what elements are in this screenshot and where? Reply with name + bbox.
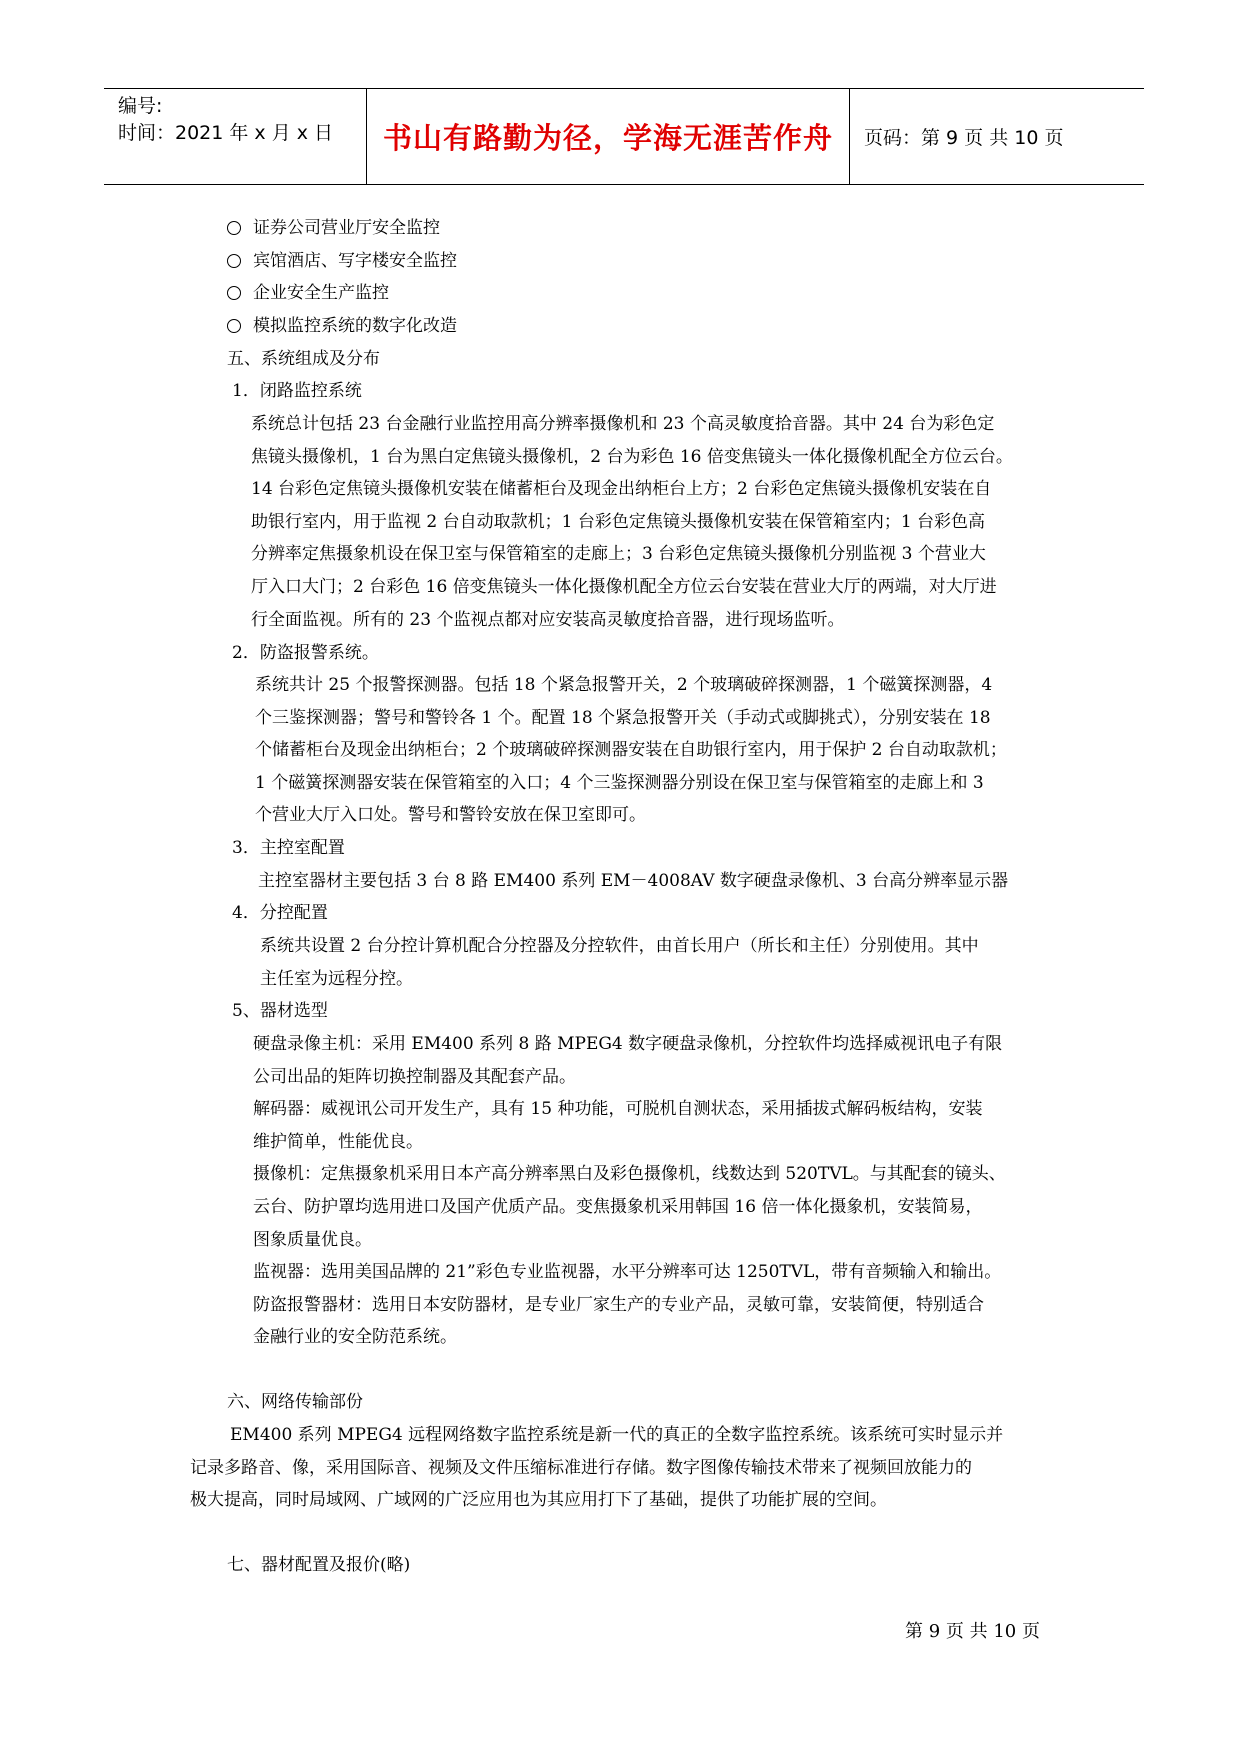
list-item: 模拟监控系统的数字化改造	[227, 310, 457, 343]
paragraph: 主控室器材主要包括 3 台 8 路 EM400 系列 EM－4008AV 数字硬盘录像机、3 台高分辨率显示器	[258, 871, 1009, 891]
circle-bullet-icon	[227, 286, 241, 300]
header-divider	[849, 89, 850, 184]
list-item: 企业安全生产监控	[227, 277, 457, 310]
page-header	[104, 88, 1144, 185]
serial-label: 编号:	[118, 95, 163, 117]
time-label: 时间：2021 年 x 月 x 日	[118, 122, 334, 144]
bullet-list	[227, 212, 457, 342]
circle-bullet-icon	[227, 254, 241, 268]
header-page-label: 页码：第 9 页 共 10 页	[864, 127, 1064, 149]
paragraph: 硬盘录像主机：采用 EM400 系列 8 路 MPEG4 数字硬盘录像机，分控软件均选择威视讯电子有限 公司出品的矩阵切换控制器及其配套产品。 解码器：威视讯公司开发生产，具有 15 种功能，可脱机自测状态，采用插拔式解码板结构，安装 维护简单，性能优良。 摄像机：定焦摄象机采用日本产高分辨率黑白及彩色摄像机，线数达到 520TVL。与其配套的镜头、 云台、防护罩均选用进口及国产优质产品。变焦摄象机采用韩国 16 倍一体化摄象机，安装简易， 图象质量优良。 监视器：选用美国品牌的 21”彩色专业监视器，水平分辨率可达 1250TVL，带有音频输入和输出。 防盗报警器材：选用日本安防器材，是专业厂家生产的专业产品，灵敏可靠，安装简便，特别适合 金融行业的安全防范系统。	[253, 1034, 1006, 1348]
paragraph: 系统总计包括 23 台金融行业监控用高分辨率摄像机和 23 个高灵敏度拾音器。其中 24 台为彩色定 焦镜头摄像机，1 台为黑白定焦镜头摄像机，2 台为彩色 16 倍变焦镜头一体化摄像机配全方位云台。 14 台彩色定焦镜头摄像机安装在储蓄柜台及现金出纳柜台上方；2 台彩色定焦镜头摄像机安装在自 助银行室内，用于监视 2 台自动取款机；1 台彩色定焦镜头摄像机安装在保管箱室内；1 台彩色高 分辨率定焦摄象机设在保卫室与保管箱室的走廊上；3 台彩色定焦镜头摄像机分别监视 3 个营业大 厅入口大门；2 台彩色 16 倍变焦镜头一体化摄像机配全方位云台安装在营业大厅的两端，对大厅进 行全面监视。所有的 23 个监视点都对应安装高灵敏度拾音器，进行现场监听。	[251, 414, 1013, 630]
subsection-heading: 3．主控室配置	[232, 838, 345, 858]
page-footer: 第 9 页 共 10 页	[905, 1621, 1040, 1642]
subsection-heading: 4．分控配置	[232, 903, 328, 923]
section-heading: 六、网络传输部份	[227, 1392, 363, 1412]
paragraph: 系统共设置 2 台分控计算机配合分控器及分控软件，由首长用户（所长和主任）分别使用。其中 主任室为远程分控。	[260, 936, 979, 989]
paragraph: EM400 系列 MPEG4 远程网络数字监控系统是新一代的真正的全数字监控系统。该系统可实时显示并 记录多路音、像，采用国际音、视频及文件压缩标准进行存储。数字图像传输技术带来了视频回放能力的 极大提高，同时局域网、广域网的广泛应用也为其应用打下了基础，提供了功能扩展的空间。	[190, 1425, 1004, 1511]
circle-bullet-icon	[227, 221, 241, 235]
subsection-heading: 2．防盗报警系统。	[232, 643, 379, 663]
circle-bullet-icon	[227, 319, 241, 333]
section-heading: 七、器材配置及报价(略)	[227, 1555, 411, 1575]
header-motto: 书山有路勤为径，学海无涯苦作舟	[382, 121, 833, 155]
header-divider	[366, 89, 367, 184]
paragraph: 系统共计 25 个报警探测器。包括 18 个紧急报警开关，2 个玻璃破碎探测器，1 个磁簧探测器，4 个三鉴探测器；警号和警铃各 1 个。配置 18 个紧急报警开关（手动式或脚挑式），分别安装在 18 个储蓄柜台及现金出纳柜台；2 个玻璃破碎探测器安装在自助银行室内，用于保护 2 台自动取款机； 1 个磁簧探测器安装在保管箱室的入口；4 个三鉴探测器分别设在保卫室与保管箱室的走廊上和 3 个营业大厅入口处。警号和警铃安放在保卫室即可。	[255, 675, 1007, 826]
list-item: 宾馆酒店、写字楼安全监控	[227, 245, 457, 278]
subsection-heading: 1．闭路监控系统	[232, 381, 362, 401]
list-item: 证券公司营业厅安全监控	[227, 212, 457, 245]
subsection-heading: 5、器材选型	[232, 1001, 328, 1021]
header-meta	[118, 93, 368, 147]
section-heading: 五、系统组成及分布	[227, 349, 380, 369]
